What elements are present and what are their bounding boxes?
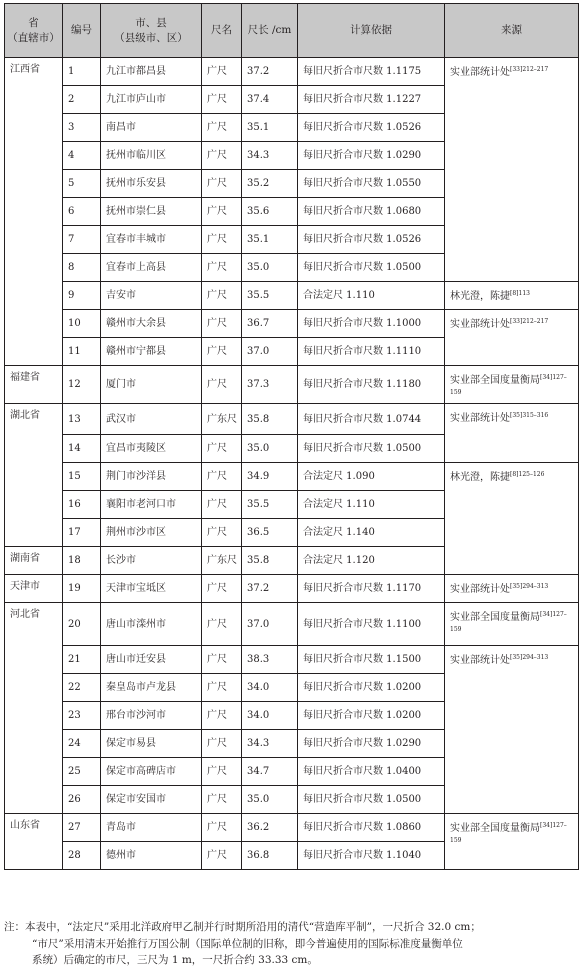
length-cell: 35.8 bbox=[242, 404, 298, 435]
source-citation: [34]127–159 bbox=[450, 822, 567, 844]
city-cell: 保定市高碑店市 bbox=[101, 758, 202, 786]
ruler-cell: 广尺 bbox=[202, 226, 242, 254]
table-row bbox=[5, 366, 579, 404]
basis-cell: 每旧尺折合市尺数 1.0290 bbox=[298, 730, 445, 758]
province-cell: 江西省 bbox=[5, 58, 63, 366]
basis-cell: 每旧尺折合市尺数 1.0290 bbox=[298, 142, 445, 170]
basis-cell: 每旧尺折合市尺数 1.1170 bbox=[298, 575, 445, 603]
ruler-cell: 广尺 bbox=[202, 170, 242, 198]
city-cell: 德州市 bbox=[101, 842, 202, 870]
no-cell: 23 bbox=[63, 702, 101, 730]
length-cell: 35.5 bbox=[242, 491, 298, 519]
ruler-cell: 广尺 bbox=[202, 114, 242, 142]
province-cell: 山东省 bbox=[5, 814, 63, 870]
city-cell: 赣州市大余县 bbox=[101, 310, 202, 338]
no-cell: 5 bbox=[63, 170, 101, 198]
length-cell: 35.0 bbox=[242, 254, 298, 282]
ruler-cell: 广尺 bbox=[202, 674, 242, 702]
source-cell bbox=[445, 575, 579, 603]
footnote-line-1: 注：本表中，“法定尺”采用北洋政府甲乙制并行时期所沿用的清代“营造库平制”，一尺折合 32.0 cm； bbox=[4, 921, 481, 933]
no-cell: 1 bbox=[63, 58, 101, 86]
source-text: 实业部统计处 bbox=[450, 655, 510, 666]
basis-cell: 每旧尺折合市尺数 1.0744 bbox=[298, 404, 445, 435]
header-number: 编号 bbox=[63, 4, 101, 58]
length-cell: 34.7 bbox=[242, 758, 298, 786]
length-cell: 38.3 bbox=[242, 646, 298, 674]
length-cell: 34.9 bbox=[242, 463, 298, 491]
ruler-cell: 广尺 bbox=[202, 646, 242, 674]
basis-cell: 每旧尺折合市尺数 1.1040 bbox=[298, 842, 445, 870]
table-row bbox=[5, 575, 579, 603]
table-row bbox=[5, 603, 579, 646]
no-cell: 10 bbox=[63, 310, 101, 338]
city-cell: 保定市易县 bbox=[101, 730, 202, 758]
basis-cell: 每旧尺折合市尺数 1.0526 bbox=[298, 114, 445, 142]
table-row bbox=[5, 310, 579, 338]
province-cell: 福建省 bbox=[5, 366, 63, 404]
length-cell: 36.8 bbox=[242, 842, 298, 870]
basis-cell: 每旧尺折合市尺数 1.0400 bbox=[298, 758, 445, 786]
city-cell: 赣州市宁都县 bbox=[101, 338, 202, 366]
ruler-cell: 广尺 bbox=[202, 435, 242, 463]
basis-cell: 合法定尺 1.110 bbox=[298, 282, 445, 310]
ruler-cell: 广尺 bbox=[202, 366, 242, 404]
table-row bbox=[5, 814, 579, 842]
length-cell: 35.8 bbox=[242, 547, 298, 575]
source-citation: [35]294–313 bbox=[510, 654, 549, 661]
ruler-cell: 广尺 bbox=[202, 254, 242, 282]
basis-cell: 每旧尺折合市尺数 1.1100 bbox=[298, 603, 445, 646]
table-row bbox=[5, 646, 579, 674]
basis-cell: 每旧尺折合市尺数 1.0500 bbox=[298, 254, 445, 282]
source-text: 实业部统计处 bbox=[450, 67, 510, 78]
header-city-line1: 市、县 bbox=[135, 16, 167, 29]
source-cell bbox=[445, 366, 579, 404]
length-cell: 37.3 bbox=[242, 366, 298, 404]
city-cell: 宜昌市夷陵区 bbox=[101, 435, 202, 463]
ruler-cell: 广尺 bbox=[202, 786, 242, 814]
basis-cell: 每旧尺折合市尺数 1.0550 bbox=[298, 170, 445, 198]
ruler-cell: 广尺 bbox=[202, 814, 242, 842]
no-cell: 16 bbox=[63, 491, 101, 519]
source-cell bbox=[445, 814, 579, 870]
source-cell bbox=[445, 646, 579, 814]
ruler-cell: 广尺 bbox=[202, 463, 242, 491]
header-province-line1: 省 bbox=[28, 16, 39, 29]
header-ruler-name: 尺名 bbox=[202, 4, 242, 58]
length-cell: 35.6 bbox=[242, 198, 298, 226]
header-province-line2: （直辖市） bbox=[7, 31, 60, 44]
length-cell: 36.5 bbox=[242, 519, 298, 547]
source-citation: [8]125–126 bbox=[510, 471, 545, 478]
city-cell: 九江市庐山市 bbox=[101, 86, 202, 114]
ruler-cell: 广尺 bbox=[202, 282, 242, 310]
header-city-line2: （县级市、区） bbox=[114, 31, 188, 44]
no-cell: 17 bbox=[63, 519, 101, 547]
footnote-line-3: 系统）后确定的市尺，三尺为 1 m，一尺折合约 33.33 cm。 bbox=[32, 954, 318, 966]
no-cell: 8 bbox=[63, 254, 101, 282]
footnote-line-2: “市尺”采用清末开始推行万国公制（国际单位制的旧称，即今普遍使用的国际标准度量衡单位 bbox=[32, 937, 463, 950]
source-cell bbox=[445, 310, 579, 366]
ruler-cell: 广尺 bbox=[202, 58, 242, 86]
ruler-cell: 广尺 bbox=[202, 603, 242, 646]
basis-cell: 每旧尺折合市尺数 1.1227 bbox=[298, 86, 445, 114]
ruler-cell: 广尺 bbox=[202, 842, 242, 870]
source-citation: [33]212–217 bbox=[510, 318, 549, 325]
city-cell: 长沙市 bbox=[101, 547, 202, 575]
ruler-cell: 广东尺 bbox=[202, 547, 242, 575]
length-cell: 35.0 bbox=[242, 435, 298, 463]
city-cell: 宜春市丰城市 bbox=[101, 226, 202, 254]
basis-cell: 每旧尺折合市尺数 1.1175 bbox=[298, 58, 445, 86]
no-cell: 24 bbox=[63, 730, 101, 758]
source-text: 实业部统计处 bbox=[450, 413, 510, 424]
source-text: 实业部全国度量衡局 bbox=[450, 375, 540, 386]
header-calculation-basis: 计算依据 bbox=[298, 4, 445, 58]
table-row bbox=[5, 404, 579, 435]
basis-cell: 每旧尺折合市尺数 1.1000 bbox=[298, 310, 445, 338]
source-cell bbox=[445, 58, 579, 282]
no-cell: 28 bbox=[63, 842, 101, 870]
basis-cell: 每旧尺折合市尺数 1.0200 bbox=[298, 674, 445, 702]
ruler-cell: 广尺 bbox=[202, 519, 242, 547]
ruler-cell: 广尺 bbox=[202, 86, 242, 114]
source-text: 实业部全国度量衡局 bbox=[450, 823, 540, 834]
city-cell: 荆州市沙市区 bbox=[101, 519, 202, 547]
source-cell bbox=[445, 463, 579, 575]
province-cell: 天津市 bbox=[5, 575, 63, 603]
length-cell: 37.4 bbox=[242, 86, 298, 114]
table-footnote bbox=[4, 919, 578, 969]
basis-cell: 每旧尺折合市尺数 1.0526 bbox=[298, 226, 445, 254]
city-cell: 保定市安国市 bbox=[101, 786, 202, 814]
header-city bbox=[101, 4, 202, 58]
city-cell: 武汉市 bbox=[101, 404, 202, 435]
length-cell: 37.0 bbox=[242, 603, 298, 646]
header-source: 来源 bbox=[445, 4, 579, 58]
province-cell: 湖北省 bbox=[5, 404, 63, 547]
length-cell: 37.2 bbox=[242, 58, 298, 86]
no-cell: 15 bbox=[63, 463, 101, 491]
ruler-cell: 广尺 bbox=[202, 338, 242, 366]
no-cell: 12 bbox=[63, 366, 101, 404]
no-cell: 26 bbox=[63, 786, 101, 814]
source-cell bbox=[445, 404, 579, 463]
ruler-cell: 广尺 bbox=[202, 310, 242, 338]
city-cell: 抚州市崇仁县 bbox=[101, 198, 202, 226]
length-cell: 35.5 bbox=[242, 282, 298, 310]
basis-cell: 每旧尺折合市尺数 1.0500 bbox=[298, 786, 445, 814]
no-cell: 7 bbox=[63, 226, 101, 254]
no-cell: 20 bbox=[63, 603, 101, 646]
source-text: 实业部统计处 bbox=[450, 584, 510, 595]
table-row bbox=[5, 282, 579, 310]
no-cell: 19 bbox=[63, 575, 101, 603]
basis-cell: 合法定尺 1.090 bbox=[298, 463, 445, 491]
city-cell: 唐山市迁安县 bbox=[101, 646, 202, 674]
length-cell: 36.2 bbox=[242, 814, 298, 842]
city-cell: 抚州市乐安县 bbox=[101, 170, 202, 198]
basis-cell: 合法定尺 1.120 bbox=[298, 547, 445, 575]
basis-cell: 每旧尺折合市尺数 1.1110 bbox=[298, 338, 445, 366]
city-cell: 吉安市 bbox=[101, 282, 202, 310]
no-cell: 25 bbox=[63, 758, 101, 786]
length-cell: 36.7 bbox=[242, 310, 298, 338]
ruler-length-table bbox=[4, 3, 579, 870]
city-cell: 荆门市沙洋县 bbox=[101, 463, 202, 491]
source-citation: [33]212–217 bbox=[510, 66, 549, 73]
table-header-row bbox=[5, 4, 579, 58]
source-text: 实业部全国度量衡局 bbox=[450, 612, 540, 623]
ruler-cell: 广东尺 bbox=[202, 404, 242, 435]
length-cell: 35.1 bbox=[242, 114, 298, 142]
no-cell: 22 bbox=[63, 674, 101, 702]
province-cell: 湖南省 bbox=[5, 547, 63, 575]
ruler-cell: 广尺 bbox=[202, 575, 242, 603]
no-cell: 14 bbox=[63, 435, 101, 463]
city-cell: 抚州市临川区 bbox=[101, 142, 202, 170]
no-cell: 13 bbox=[63, 404, 101, 435]
basis-cell: 合法定尺 1.140 bbox=[298, 519, 445, 547]
city-cell: 唐山市滦州市 bbox=[101, 603, 202, 646]
source-text: 实业部统计处 bbox=[450, 319, 510, 330]
ruler-cell: 广尺 bbox=[202, 198, 242, 226]
no-cell: 4 bbox=[63, 142, 101, 170]
basis-cell: 每旧尺折合市尺数 1.1500 bbox=[298, 646, 445, 674]
city-cell: 南昌市 bbox=[101, 114, 202, 142]
basis-cell: 每旧尺折合市尺数 1.0500 bbox=[298, 435, 445, 463]
source-citation: [34]127–159 bbox=[450, 374, 567, 396]
no-cell: 11 bbox=[63, 338, 101, 366]
basis-cell: 每旧尺折合市尺数 1.0200 bbox=[298, 702, 445, 730]
ruler-cell: 广尺 bbox=[202, 758, 242, 786]
no-cell: 3 bbox=[63, 114, 101, 142]
length-cell: 34.0 bbox=[242, 674, 298, 702]
basis-cell: 每旧尺折合市尺数 1.1180 bbox=[298, 366, 445, 404]
city-cell: 襄阳市老河口市 bbox=[101, 491, 202, 519]
length-cell: 34.3 bbox=[242, 142, 298, 170]
source-cell bbox=[445, 603, 579, 646]
ruler-cell: 广尺 bbox=[202, 142, 242, 170]
city-cell: 宜春市上高县 bbox=[101, 254, 202, 282]
length-cell: 35.0 bbox=[242, 786, 298, 814]
city-cell: 邢台市沙河市 bbox=[101, 702, 202, 730]
no-cell: 9 bbox=[63, 282, 101, 310]
source-citation: [35]315–316 bbox=[510, 412, 549, 419]
length-cell: 37.0 bbox=[242, 338, 298, 366]
ruler-cell: 广尺 bbox=[202, 730, 242, 758]
ruler-cell: 广尺 bbox=[202, 702, 242, 730]
no-cell: 27 bbox=[63, 814, 101, 842]
length-cell: 37.2 bbox=[242, 575, 298, 603]
length-cell: 35.2 bbox=[242, 170, 298, 198]
source-cell bbox=[445, 282, 579, 310]
source-text: 林光澄，陈捷 bbox=[450, 291, 510, 302]
source-text: 林光澄，陈捷 bbox=[450, 472, 510, 483]
source-citation: [35]294–313 bbox=[510, 583, 549, 590]
header-province bbox=[5, 4, 63, 58]
basis-cell: 合法定尺 1.110 bbox=[298, 491, 445, 519]
no-cell: 21 bbox=[63, 646, 101, 674]
ruler-cell: 广尺 bbox=[202, 491, 242, 519]
header-ruler-length: 尺长 /cm bbox=[242, 4, 298, 58]
basis-cell: 每旧尺折合市尺数 1.0860 bbox=[298, 814, 445, 842]
no-cell: 2 bbox=[63, 86, 101, 114]
length-cell: 35.1 bbox=[242, 226, 298, 254]
no-cell: 18 bbox=[63, 547, 101, 575]
length-cell: 34.0 bbox=[242, 702, 298, 730]
city-cell: 秦皇岛市卢龙县 bbox=[101, 674, 202, 702]
province-cell: 河北省 bbox=[5, 603, 63, 814]
source-citation: [34]127–159 bbox=[450, 611, 567, 633]
city-cell: 青岛市 bbox=[101, 814, 202, 842]
city-cell: 厦门市 bbox=[101, 366, 202, 404]
city-cell: 天津市宝坻区 bbox=[101, 575, 202, 603]
city-cell: 九江市都昌县 bbox=[101, 58, 202, 86]
length-cell: 34.3 bbox=[242, 730, 298, 758]
no-cell: 6 bbox=[63, 198, 101, 226]
table-row bbox=[5, 58, 579, 86]
basis-cell: 每旧尺折合市尺数 1.0680 bbox=[298, 198, 445, 226]
source-citation: [8]113 bbox=[510, 290, 530, 297]
table-row bbox=[5, 463, 579, 491]
